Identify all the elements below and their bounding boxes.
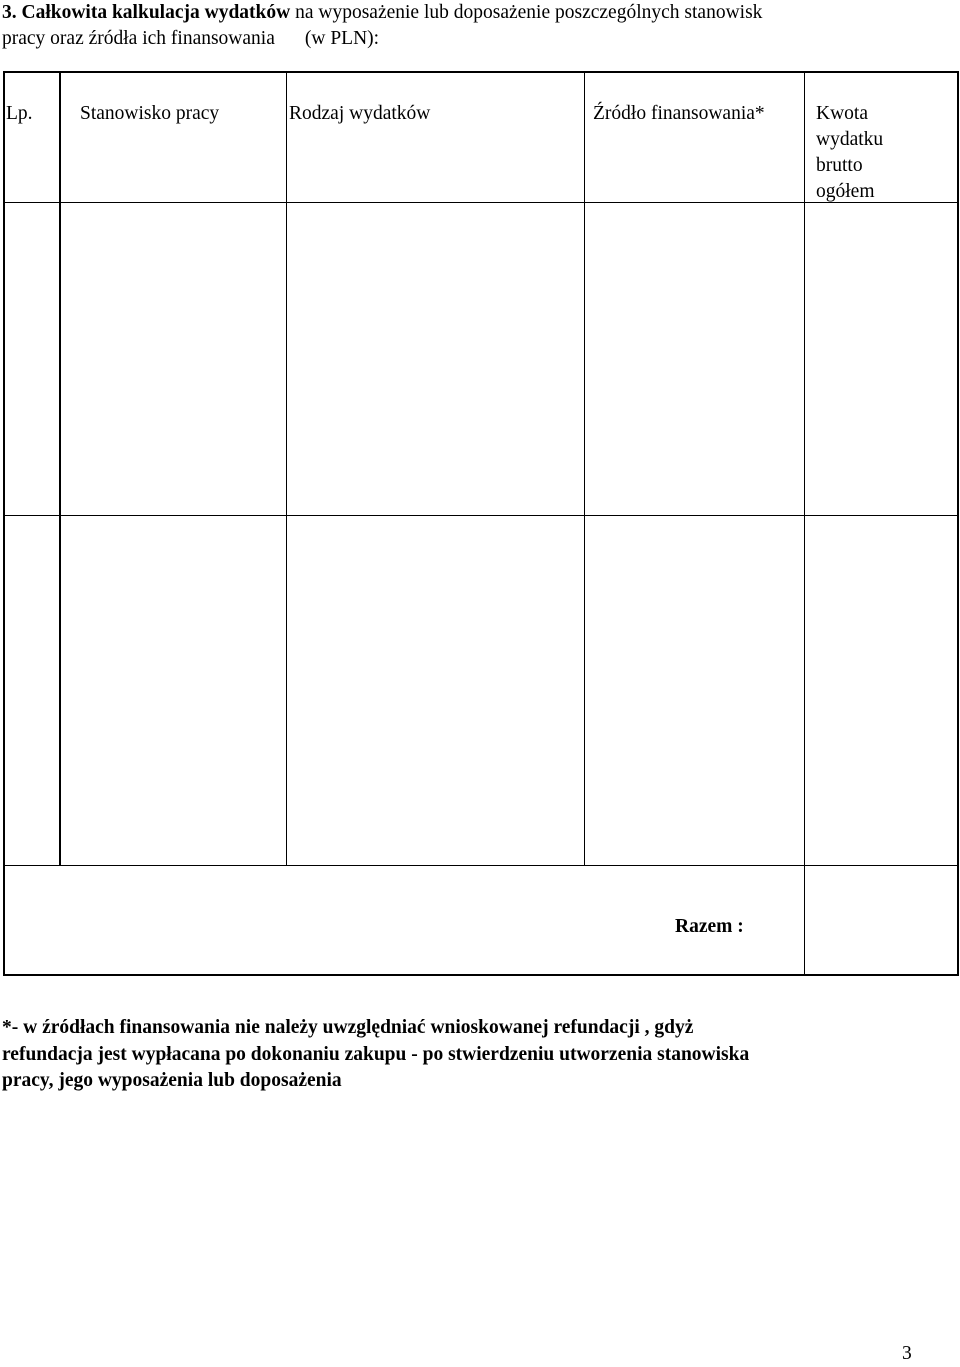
section-title-rest: na wyposażenie lub doposażenie poszczególnych stanowisk	[295, 2, 763, 23]
table-border-left	[3, 71, 5, 976]
col-header-zrodlo: Źródło finansowania*	[593, 103, 765, 124]
col-header-kwota-line-2: wydatku	[816, 129, 884, 150]
total-label: Razem :	[675, 916, 744, 937]
col-header-kwota-line-3: brutto	[816, 155, 863, 176]
col-divider-stanowisko	[286, 72, 287, 866]
section-title-bold: Całkowita kalkulacja wydatków	[21, 2, 291, 23]
table-total-divider	[4, 865, 959, 866]
col-divider-lp	[59, 72, 61, 866]
section-title-rest-line-2: pracy oraz źródła ich finansowania	[2, 28, 275, 49]
section-heading	[2, 0, 952, 52]
footnote-line-3: pracy, jego wyposażenia lub doposażenia	[2, 1070, 342, 1091]
page-number: 3	[902, 1343, 912, 1364]
currency-note: (w PLN):	[304, 28, 380, 49]
footnote-line-1: *- w źródłach finansowania nie należy uwzględniać wnioskowanej refundacji , gdyż	[2, 1017, 694, 1038]
table-border-top	[4, 71, 959, 73]
table-border-right	[957, 71, 959, 976]
col-header-kwota-line-1: Kwota	[816, 103, 868, 124]
footnote	[2, 1015, 952, 1095]
table-row-divider	[4, 515, 959, 516]
col-header-rodzaj: Rodzaj wydatków	[289, 103, 431, 124]
section-number: 3.	[2, 2, 17, 23]
col-header-kwota-line-4: ogółem	[816, 181, 875, 202]
section-heading-line-2	[2, 26, 952, 52]
col-header-lp: Lp.	[6, 103, 33, 124]
section-heading-line-1	[2, 0, 952, 26]
table-border-bottom	[4, 974, 959, 976]
col-divider-zrodlo	[804, 72, 805, 976]
col-divider-rodzaj	[584, 72, 585, 866]
col-header-kwota	[816, 101, 883, 205]
col-header-stanowisko: Stanowisko pracy	[80, 103, 220, 124]
footnote-line-2: refundacja jest wypłacana po dokonaniu zakupu - po stwierdzeniu utworzenia stanowiska	[2, 1043, 750, 1065]
